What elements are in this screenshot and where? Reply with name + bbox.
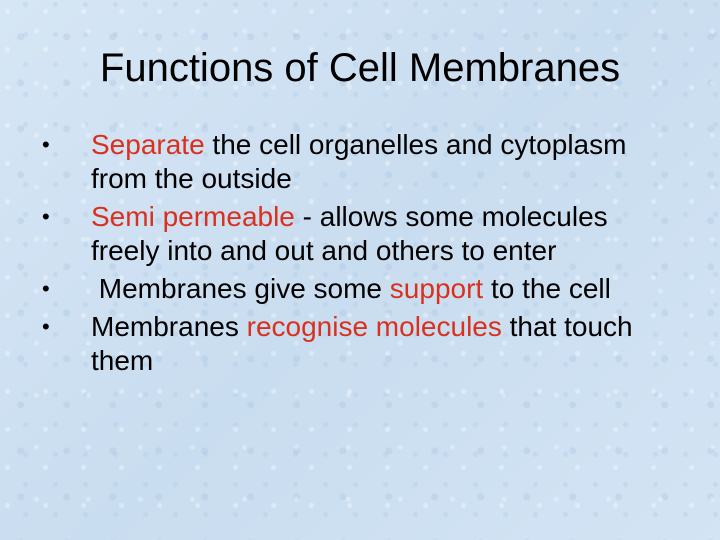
bullet-point-icon: • (42, 276, 50, 301)
highlight-support: support (389, 273, 484, 304)
bullet-point-icon: • (42, 204, 50, 229)
bullet-item-semi-permeable (40, 200, 680, 268)
highlight-recognise-molecules: recognise molecules (246, 311, 502, 342)
bullet-text: - allows some molecules freely into and out and others to enter (91, 201, 608, 266)
bullet-item-recognise (40, 310, 680, 378)
bullet-text-suffix: that touch them (91, 311, 633, 376)
bullet-item-separate (40, 128, 680, 196)
highlight-separate: Separate (91, 129, 205, 160)
bullet-list (40, 128, 680, 386)
slide-title: Functions of Cell Membranes (99, 46, 621, 90)
bullet-text-prefix: Membranes (91, 311, 247, 342)
bullet-item-support (40, 272, 680, 306)
bullet-text: the cell organelles and cytoplasm from the outside (91, 129, 627, 194)
bullet-text-suffix: to the cell (483, 273, 611, 304)
highlight-semi-permeable: Semi permeable (91, 201, 295, 232)
bullet-point-icon: • (42, 314, 50, 339)
bullet-point-icon: • (42, 132, 50, 157)
bullet-text-prefix: Membranes give some (91, 273, 390, 304)
